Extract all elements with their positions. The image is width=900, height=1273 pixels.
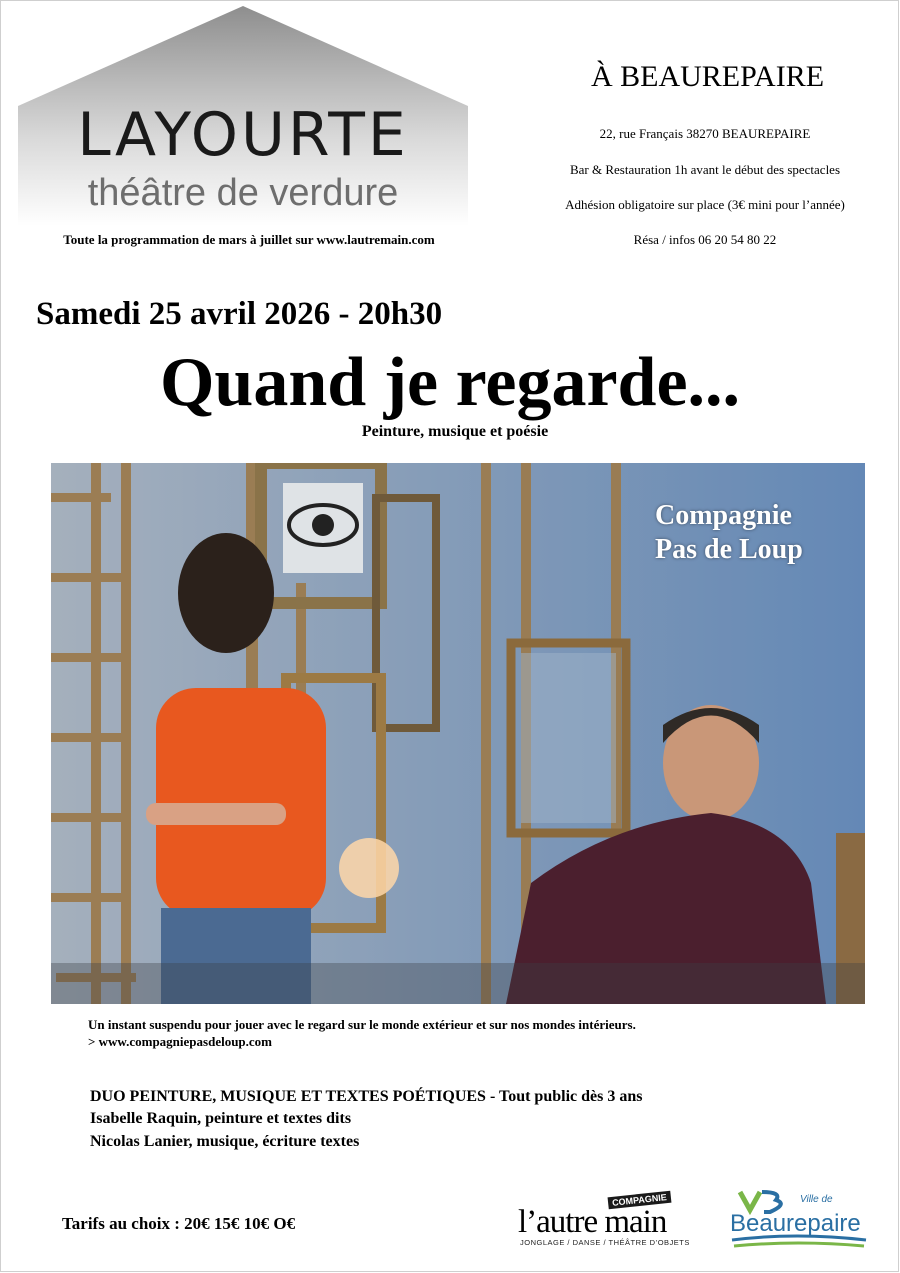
company-line-1: Compagnie (655, 500, 792, 531)
credits-line-3: Nicolas Lanier, musique, écriture textes (90, 1133, 360, 1150)
company-website-link[interactable]: > www.compagniepasdeloup.com (88, 1034, 273, 1049)
show-title: Quand je regarde... (159, 344, 741, 421)
company-line-2: Pas de Loup (655, 534, 803, 565)
venue-address: 22, rue Français 38270 BEAUREPAIRE (599, 126, 811, 141)
logo-title: LAYOURTE (77, 100, 409, 170)
show-photo (51, 463, 865, 1004)
venue-membership: Adhésion obligatoire sur place (3€ mini pour l’année) (565, 197, 845, 212)
ville-label: Ville de (800, 1194, 833, 1205)
autremain-tagline: JONGLAGE / DANSE / THÉÂTRE D’OBJETS (520, 1238, 690, 1247)
la-yourte-logo (18, 4, 468, 226)
autremain-badge: COMPAGNIE (608, 1191, 672, 1210)
credits-line-1: DUO PEINTURE, MUSIQUE ET TEXTES POÉTIQUES - Tout public dès 3 ans (90, 1088, 643, 1105)
credits-line-2: Isabelle Raquin, peinture et textes dits (90, 1110, 352, 1127)
prices: Tarifs au choix : 20€ 15€ 10€ O€ (62, 1214, 296, 1233)
logo-subtitle: théâtre de verdure (87, 172, 399, 214)
venue-bar-info: Bar & Restauration 1h avant le début des spectacles (569, 162, 841, 177)
venue-title: À BEAUREPAIRE (590, 60, 825, 93)
autremain-name: l’autre main (518, 1204, 667, 1240)
venue-booking: Résa / infos 06 20 54 80 22 (633, 232, 777, 247)
ville-beaurepaire-logo (726, 1188, 876, 1254)
company-name (655, 499, 803, 567)
programme-line: Toute la programmation de mars à juillet sur www.lautremain.com (63, 232, 435, 247)
autremain-logo (512, 1194, 692, 1252)
ville-name: Beaurepaire (730, 1210, 861, 1237)
show-description: Un instant suspendu pour jouer avec le regard sur le monde extérieur et sur nos mondes intérieurs. (88, 1017, 636, 1032)
event-date: Samedi 25 avril 2026 - 20h30 (36, 296, 443, 332)
show-subtitle: Peinture, musique et poésie (361, 423, 549, 440)
